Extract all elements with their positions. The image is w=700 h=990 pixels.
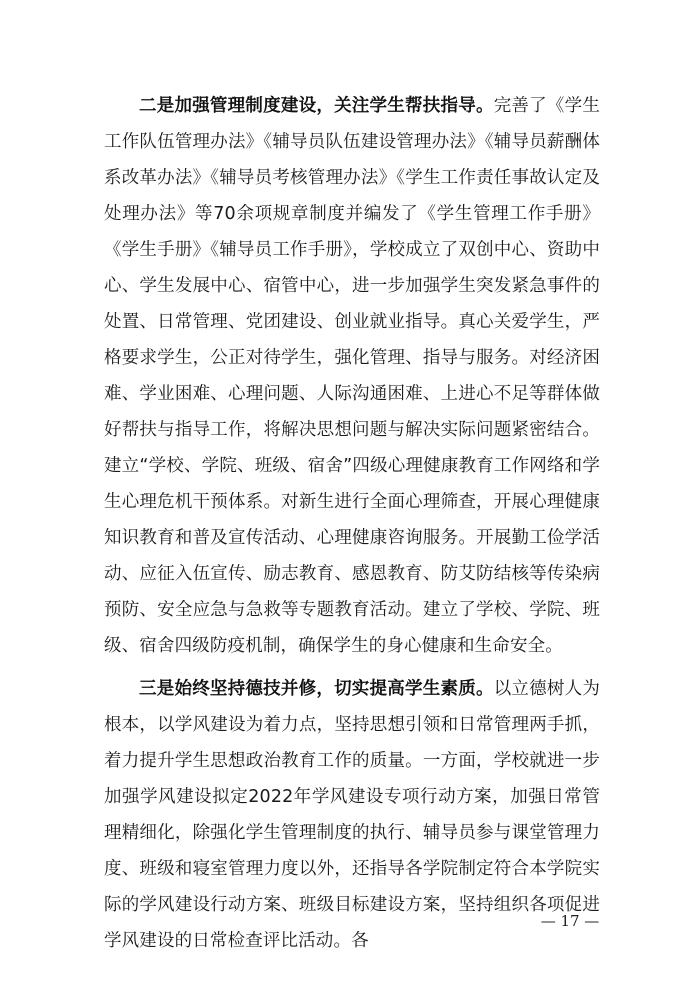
- paragraph-body-text: 以立德树人为根本，以学风建设为着力点，坚持思想引领和日常管理两手抓，着力提升学生思想政治教育工作的质量。一方面，学校就进一步加强学风建设拟定2022年学风建设专项行动方案，加强日常管理精细化，除强化学生管理制度的执行、辅导员参与课堂管理力度、班级和寝室管理力度以外，还指导各学院制定符合本学院实际的学风建设行动方案、班级目标建设方案，坚持组织各项促进学风建设的日常检查评比活动。各: [104, 679, 601, 951]
- document-body: [104, 88, 600, 966]
- paragraph-lead-heading: 三是始终坚持德技并修，切实提高学生素质。: [139, 679, 494, 699]
- paragraph-management-system: [104, 88, 600, 664]
- page-number: — 17 —: [540, 912, 600, 930]
- paragraph-body-text: 完善了《学生工作队伍管理办法》《辅导员队伍建设管理办法》《辅导员薪酬体系改革办法》《辅导员考核管理办法》《学生工作责任事故认定及处理办法》等70余项规章制度并编发了《学生管理工作手册》《学生手册》《辅导员工作手册》，学校成立了双创中心、资助中心、学生发展中心、宿管中心，进一步加强学生突发紧急事件的处置、日常管理、党团建设、创业就业指导。真心关爱学生，严格要求学生，公正对待学生，强化管理、指导与服务。对经济困难、学业困难、心理问题、人际沟通困难、上进心不足等群体做好帮扶与指导工作，将解决思想问题与解决实际问题紧密结合。建立“学校、学院、班级、宿舍”四级心理健康教育工作网络和学生心理危机干预体系。对新生进行全面心理筛查，开展心理健康知识教育和普及宣传活动、心理健康咨询服务。开展勤工俭学活动、应征入伍宣传、励志教育、感恩教育、防艾防结核等传染病预防、安全应急与急救等专题教育活动。建立了学校、学院、班级、宿舍四级防疫机制，确保学生的身心健康和生命安全。: [104, 96, 601, 656]
- paragraph-lead-heading: 二是加强管理制度建设，关注学生帮扶指导。: [139, 96, 494, 116]
- paragraph-moral-skill: [104, 671, 600, 959]
